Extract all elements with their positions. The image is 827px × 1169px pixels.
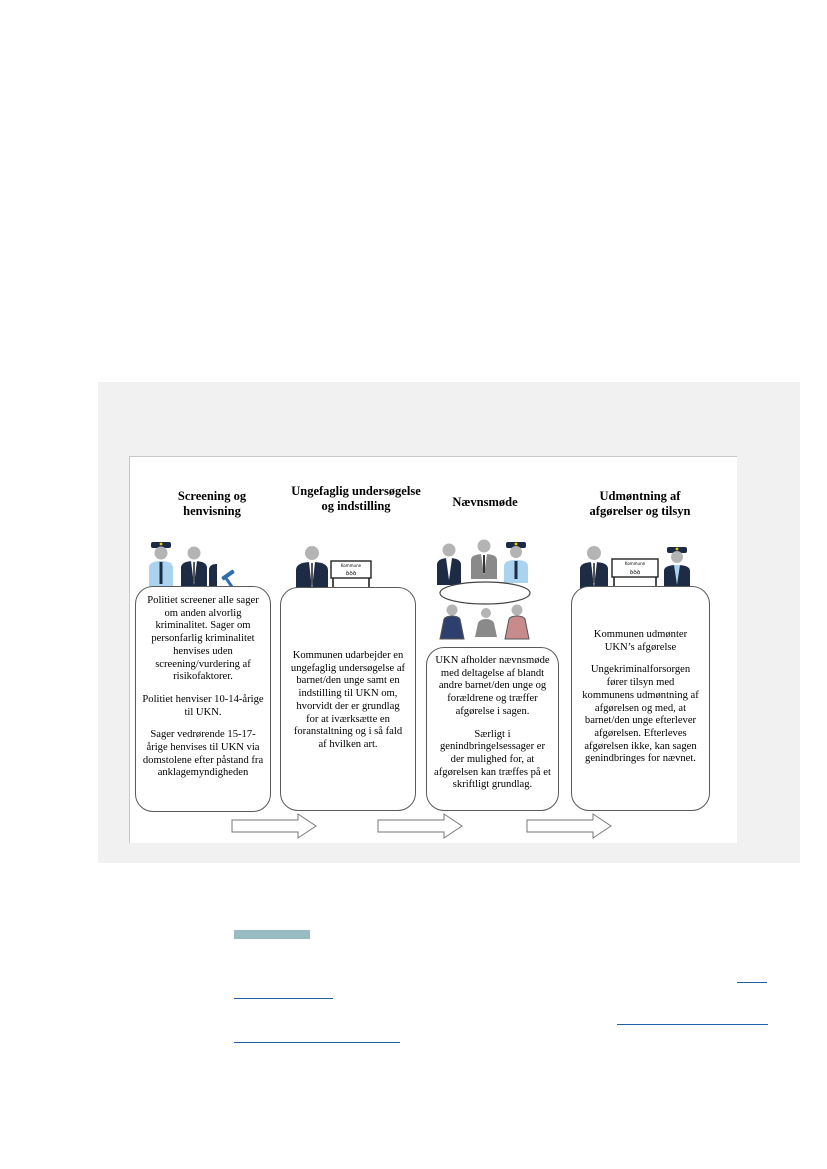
link-underline[interactable] — [617, 1024, 768, 1025]
link-underline[interactable] — [234, 1042, 400, 1043]
stage-3-heading: Nævnsmøde — [452, 495, 518, 509]
stage-4-text-2: Ungekriminalforsorgen fører tilsyn med kommunens udmøntning af afgørelsen og med, at barnet/den unge efterlever afgørelsen. Efterleves afgørelsen ikke, kan sagen genindbringes for nævnet. — [582, 664, 699, 765]
official-icon — [471, 540, 497, 580]
sign-label: Kommune — [340, 563, 362, 568]
stage-2-text-1: Kommunen udarbejder en ungefaglig undersøgelse af barnet/den unge samt en indstilling til UKN om, hvorvidt der er grundlag for at iværksætte en foranstaltning og i så fald af hvilken art. — [290, 650, 406, 750]
link-underline[interactable] — [234, 998, 333, 999]
stage-4-box — [571, 586, 710, 811]
arrow-right-icon — [525, 813, 615, 839]
link-underline[interactable] — [737, 982, 767, 983]
official-icon — [181, 547, 207, 591]
stage-3-box — [426, 647, 559, 811]
sign-glyph: ꝺꝺꝺ — [629, 569, 641, 576]
stage-4-text-1: Kommunen udmønter UKN’s afgørelse — [593, 629, 688, 653]
meeting-table-icon — [440, 582, 530, 604]
caption-bar — [234, 930, 310, 939]
official-icon — [437, 544, 461, 586]
arrow-right-icon — [230, 813, 320, 839]
arrow-right-icon — [376, 813, 466, 839]
police-officer-icon — [149, 542, 173, 590]
child-icon — [475, 608, 497, 637]
stage-1-text-1: Politiet screener alle sager om anden alvorlig kriminalitet. Sager om personfarlig kriminalitet henvises uden screening/vurdering af risikofaktorer. — [147, 595, 259, 683]
sign-glyph: ꝺꝺꝺ — [345, 570, 357, 577]
stage-3-text-2: Særligt i genindbringelsessager er der mulighed for, at afgørelsen kan træffes på et skriftligt grundlag. — [434, 728, 551, 791]
parent-icon — [505, 605, 529, 640]
process-diagram — [129, 456, 737, 843]
municipality-sign-icon — [612, 559, 658, 587]
stage-1-text-2: Politiet henviser 10-14-årige til UKN. — [142, 693, 264, 718]
police-officer-icon — [504, 542, 528, 583]
sign-label: Kommune — [624, 561, 646, 566]
stage-2-heading: Ungefaglig undersøgelse og indstilling — [291, 484, 421, 513]
stage-1-box — [135, 586, 271, 812]
stage-1-heading: Screening og henvisning — [177, 489, 247, 518]
stage-2-box — [280, 587, 416, 811]
stage-4-heading: Udmøntning af afgørelser og tilsyn — [589, 489, 691, 518]
stage-3-text-1: UKN afholder nævnsmøde med deltagelse af blandt andre barnet/den unge og forældrene og træffer afgørelse i sagen. — [435, 655, 550, 717]
parent-icon — [440, 605, 464, 640]
municipality-sign-icon — [331, 561, 371, 587]
stage-1-text-3: Sager vedrørende 15-17-årige henvises til UKN via domstolene efter påstand fra anklagemyndigheden — [142, 729, 264, 779]
stage-3-icons — [430, 537, 542, 645]
